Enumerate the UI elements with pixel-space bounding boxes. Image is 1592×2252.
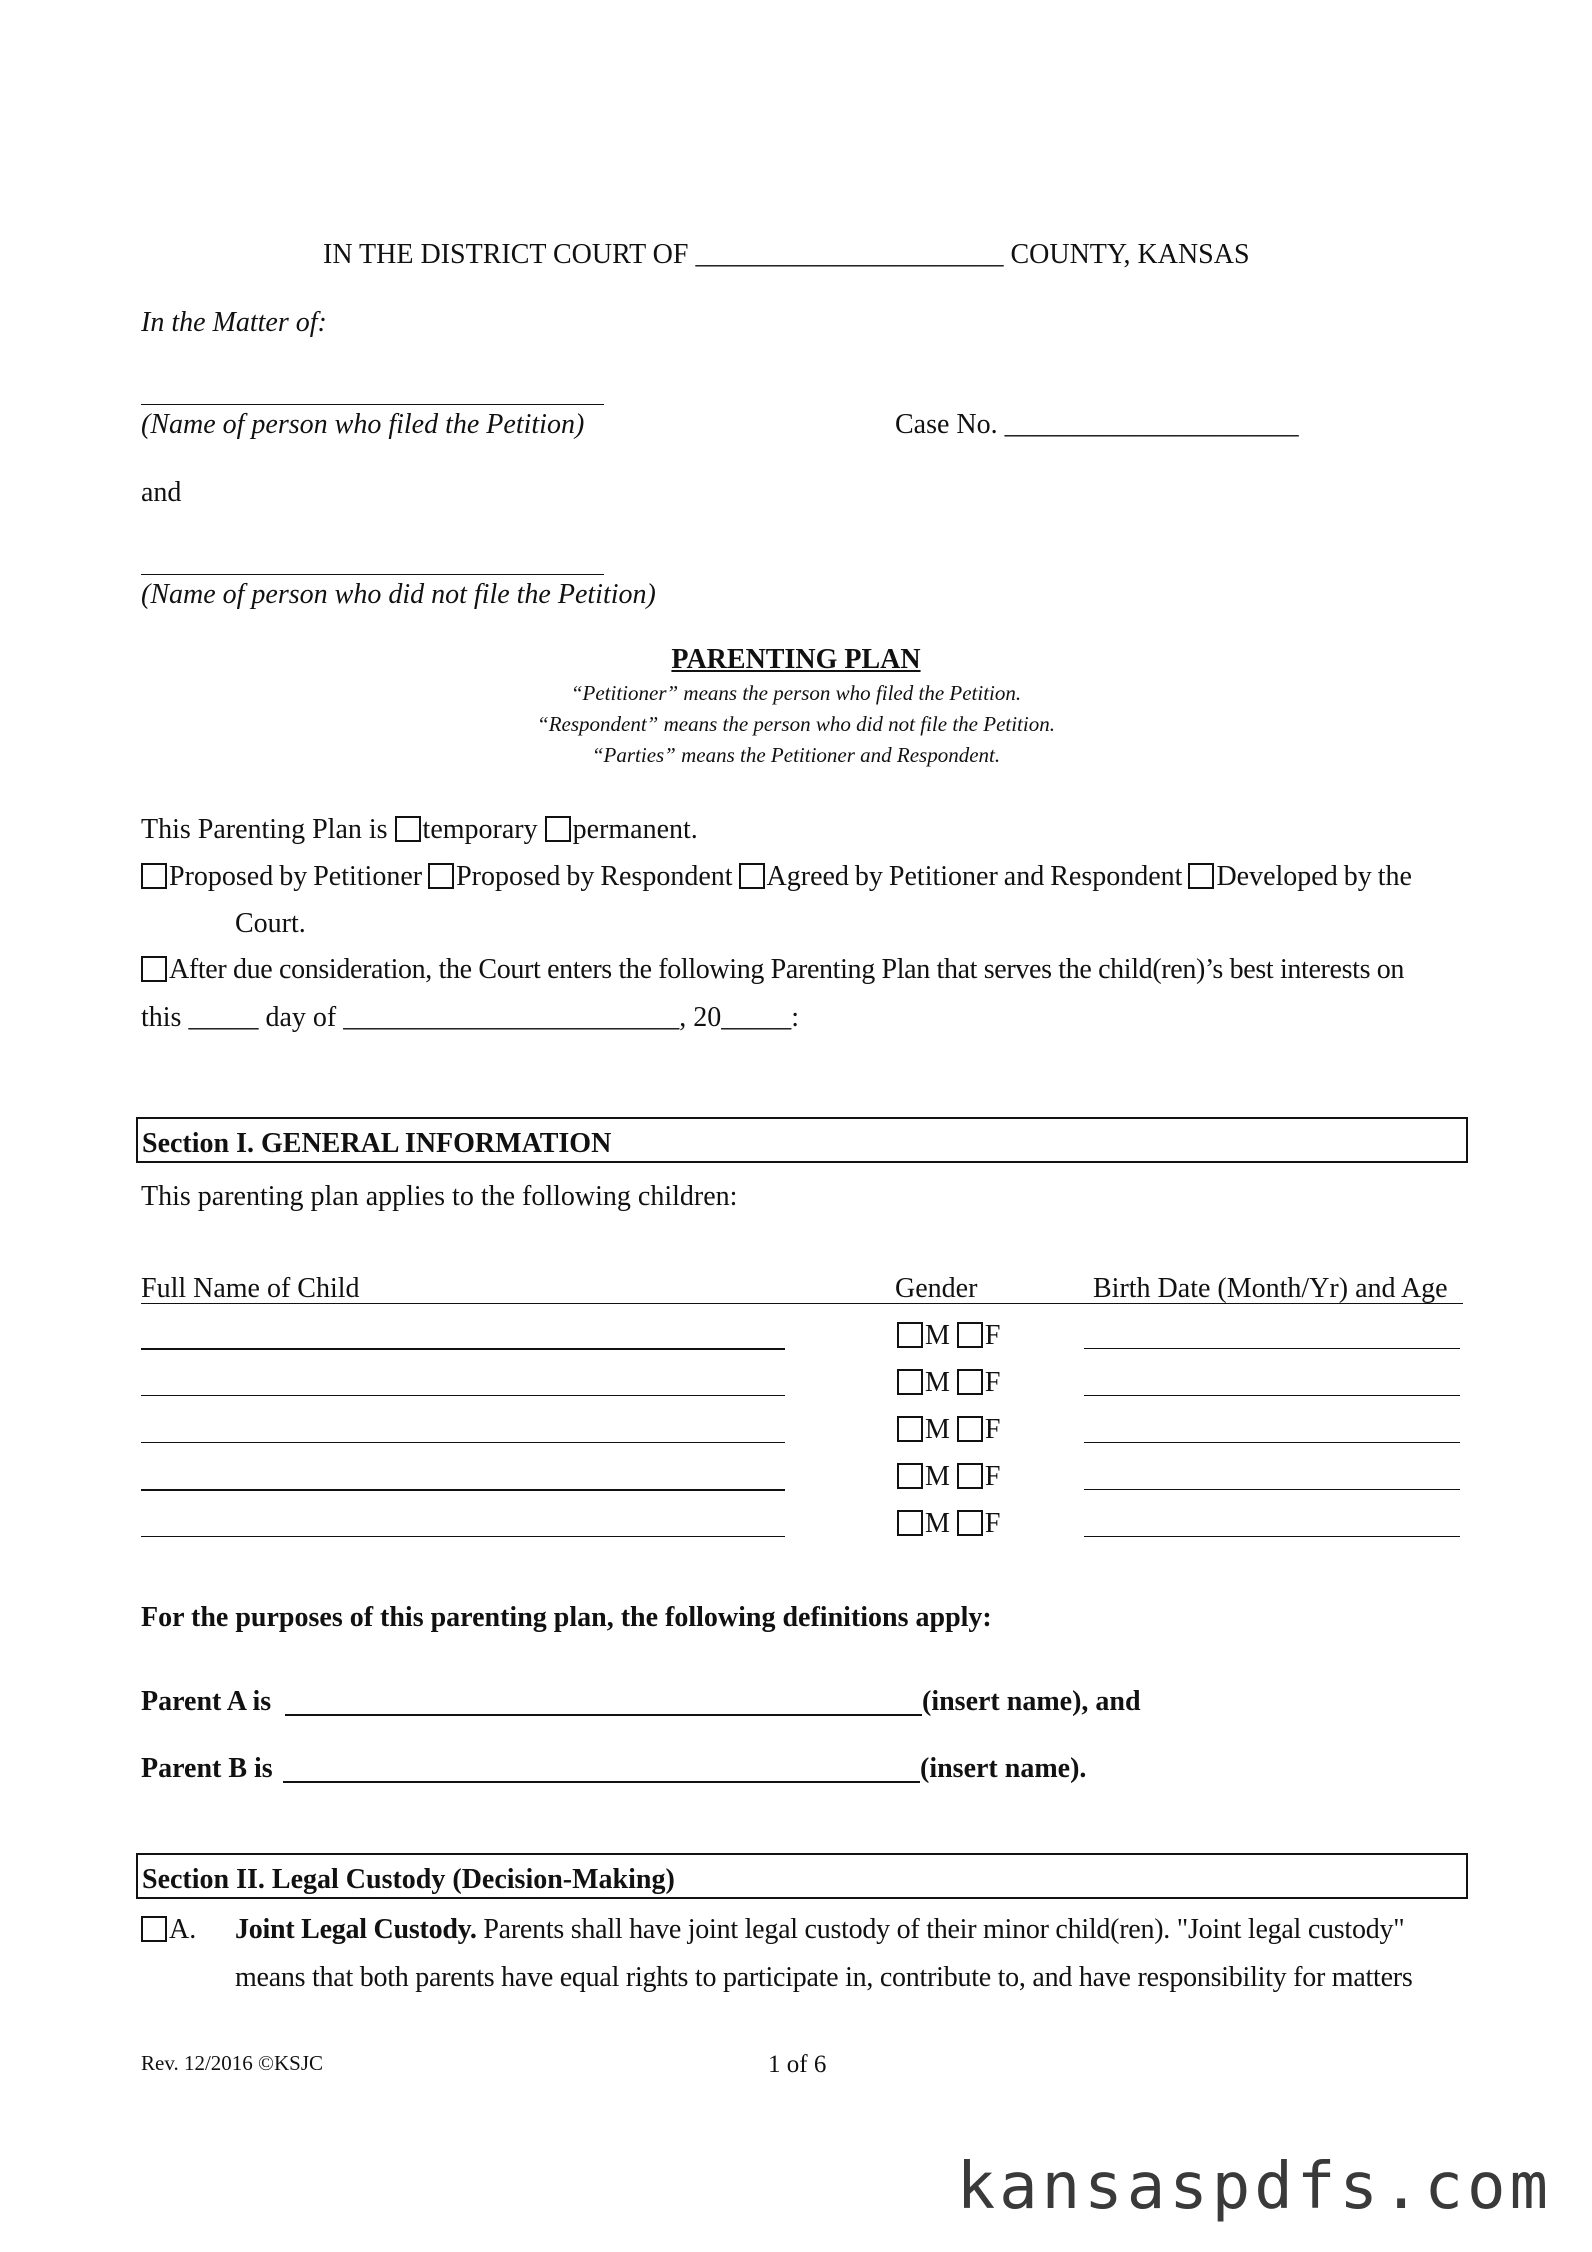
gender-options [897,1460,1000,1494]
gender-m-checkbox[interactable] [897,1369,923,1395]
birth-date-line[interactable] [1084,1536,1460,1537]
item-a-text: Parents shall have joint legal custody of their minor child(ren). "Joint legal custody" [483,1914,1405,1945]
petitioner-name-line[interactable] [141,404,604,405]
proposed-petitioner-label: Proposed by Petitioner [169,861,423,892]
parent-a-prefix: Parent A is [141,1686,272,1717]
gender-f-label: F [984,1320,1001,1351]
item-a-line1 [235,1913,1404,1947]
child-name-line[interactable] [141,1395,785,1396]
and-connector: and [141,477,182,508]
case-number [895,408,1299,442]
proposed-petitioner-checkbox[interactable] [141,863,167,889]
child-name-line[interactable] [141,1489,785,1491]
gender-f-label: F [984,1461,1001,1492]
temporary-label: temporary [422,814,538,845]
site-watermark: kansaspdfs.com [956,2150,1552,2224]
item-a-heading: Joint Legal Custody. [235,1914,477,1945]
court-enters-text: After due consideration, the Court enters the following Parenting Plan that serves the child(ren)’s best interests on [169,954,1405,985]
gender-m-label: M [925,1414,950,1445]
parent-a-name-line[interactable] [285,1714,922,1716]
col-birth-date: Birth Date (Month/Yr) and Age [1093,1273,1448,1304]
birth-date-line[interactable] [1084,1348,1460,1349]
item-a-marker [141,1913,196,1947]
definition-parties: “Parties” means the Petitioner and Respondent. [591,743,1001,767]
court-enters-checkbox[interactable] [141,956,167,982]
gender-options [897,1319,1000,1353]
plan-type-prefix: This Parenting Plan is [141,814,388,845]
item-a-line2: means that both parents have equal rights to participate in, contribute to, and have responsibility for matters [235,1962,1413,1993]
developed-label: Developed by the [1216,861,1412,892]
proposed-respondent-label: Proposed by Respondent [456,861,733,892]
definition-respondent: “Respondent” means the person who did not file the Petition. [537,712,1055,736]
parent-b-suffix: (insert name). [920,1753,1087,1784]
col-gender: Gender [895,1273,978,1304]
gender-f-label: F [984,1414,1001,1445]
proposed-by-row [141,860,1412,894]
plan-type-row [141,813,698,847]
developed-checkbox[interactable] [1188,863,1214,889]
birth-date-line[interactable] [1084,1489,1460,1490]
birth-date-line[interactable] [1084,1395,1460,1396]
revision-note: Rev. 12/2016 ©KSJC [141,2051,324,2075]
gender-m-label: M [925,1461,950,1492]
child-name-line[interactable] [141,1442,785,1443]
proposed-respondent-checkbox[interactable] [428,863,454,889]
court-prefix: IN THE DISTRICT COURT OF [323,239,689,270]
respondent-name-line[interactable] [141,574,604,575]
case-no-blank[interactable]: _____________________ [1004,409,1299,440]
table-header-rule [141,1303,1463,1304]
col-child-name: Full Name of Child [141,1273,360,1304]
definitions-intro: For the purposes of this parenting plan, the following definitions apply: [141,1602,992,1633]
child-name-line[interactable] [141,1348,785,1350]
gender-f-checkbox[interactable] [957,1416,983,1442]
permanent-label: permanent. [572,814,698,845]
gender-options [897,1413,1000,1447]
court-header [323,238,1250,272]
gender-m-label: M [925,1320,950,1351]
joint-legal-custody-checkbox[interactable] [141,1916,167,1942]
agreed-label: Agreed by Petitioner and Respondent [766,861,1183,892]
gender-f-checkbox[interactable] [957,1369,983,1395]
case-no-label: Case No. [895,409,998,440]
page-number: 1 of 6 [768,2051,827,2078]
child-name-line[interactable] [141,1536,785,1537]
temporary-checkbox[interactable] [395,816,421,842]
court-enters-date[interactable]: this _____ day of ________________________, 20_____: [141,1002,799,1033]
gender-f-checkbox[interactable] [957,1322,983,1348]
gender-m-label: M [925,1508,950,1539]
birth-date-line[interactable] [1084,1442,1460,1443]
gender-options [897,1507,1000,1541]
gender-m-checkbox[interactable] [897,1463,923,1489]
parent-b-name-line[interactable] [283,1781,920,1783]
in-matter-of: In the Matter of: [141,307,327,338]
section-1-intro: This parenting plan applies to the following children: [141,1181,738,1212]
parent-a-suffix: (insert name), and [922,1686,1141,1717]
document-title: PARENTING PLAN [671,644,921,675]
gender-f-label: F [984,1367,1001,1398]
respondent-name-label: (Name of person who did not file the Petition) [141,579,656,610]
developed-label-cont: Court. [235,908,306,939]
county-blank[interactable]: ______________________ [695,239,1004,270]
gender-options [897,1366,1000,1400]
court-enters-row [141,953,1404,987]
section-2-header [136,1853,1468,1899]
court-suffix: COUNTY, KANSAS [1010,239,1250,270]
gender-m-label: M [925,1367,950,1398]
item-a-label: A. [169,1914,197,1945]
agreed-checkbox[interactable] [739,863,765,889]
section-1-header [136,1117,1468,1163]
gender-m-checkbox[interactable] [897,1322,923,1348]
parent-b-prefix: Parent B is [141,1753,273,1784]
permanent-checkbox[interactable] [545,816,571,842]
gender-m-checkbox[interactable] [897,1510,923,1536]
gender-f-checkbox[interactable] [957,1510,983,1536]
gender-m-checkbox[interactable] [897,1416,923,1442]
section-2-title: Section II. Legal Custody (Decision-Making) [142,1864,675,1895]
gender-f-checkbox[interactable] [957,1463,983,1489]
petitioner-name-label: (Name of person who filed the Petition) [141,409,585,440]
gender-f-label: F [984,1508,1001,1539]
definition-petitioner: “Petitioner” means the person who filed the Petition. [570,681,1022,705]
section-1-title: Section I. GENERAL INFORMATION [142,1128,612,1159]
